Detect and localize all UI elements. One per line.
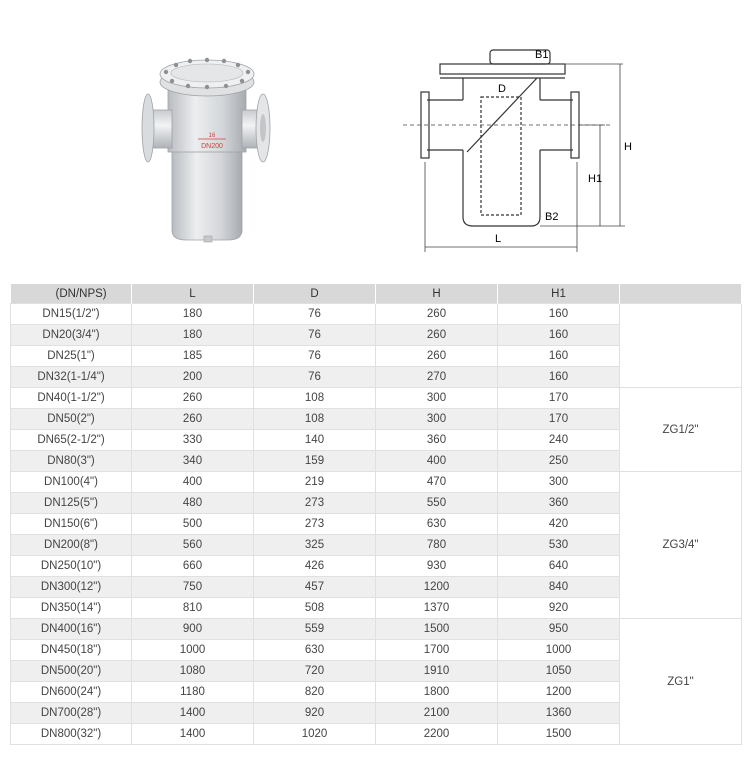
size-cell: DN25(1") [11,346,132,367]
label-h1: H1 [588,173,603,185]
label-h: H [624,141,632,153]
value-cell: 270 [376,367,498,388]
label-d: D [498,83,506,95]
header-cell: H [376,284,498,304]
value-cell: 76 [254,367,376,388]
value-cell: 159 [254,451,376,472]
table-row [11,304,742,325]
value-cell: 508 [254,598,376,619]
size-cell: DN450(18") [11,640,132,661]
value-cell: 500 [132,514,254,535]
header-cell: (DN/NPS) [11,284,132,304]
value-cell: 1180 [132,682,254,703]
size-cell: DN65(2-1/2") [11,430,132,451]
header-cell: L [132,284,254,304]
size-cell: DN600(24") [11,682,132,703]
size-cell: DN700(28") [11,703,132,724]
value-cell: 480 [132,493,254,514]
value-cell: 260 [376,346,498,367]
value-cell: 76 [254,325,376,346]
value-cell: 1000 [132,640,254,661]
value-cell: 1360 [498,703,620,724]
value-cell: 660 [132,556,254,577]
size-cell: DN250(10") [11,556,132,577]
value-cell: 930 [376,556,498,577]
value-cell: 200 [132,367,254,388]
value-cell: 273 [254,514,376,535]
value-cell: 840 [498,577,620,598]
value-cell: 1700 [376,640,498,661]
value-cell: 160 [498,346,620,367]
table-header-row [11,284,742,304]
size-cell: DN20(3/4") [11,325,132,346]
value-cell: 2200 [376,724,498,745]
value-cell: 160 [498,325,620,346]
size-cell: DN100(4") [11,472,132,493]
value-cell: 360 [498,493,620,514]
value-cell: 1200 [498,682,620,703]
value-cell: 160 [498,367,620,388]
size-cell: DN50(2") [11,409,132,430]
value-cell: 170 [498,409,620,430]
value-cell: 180 [132,304,254,325]
value-cell: 1020 [254,724,376,745]
value-cell: 340 [132,451,254,472]
thread-cell: ZG3/4" [620,472,742,619]
value-cell: 240 [498,430,620,451]
value-cell: 1050 [498,661,620,682]
photo-label-top: 16 [208,133,216,139]
value-cell: 108 [254,388,376,409]
value-cell: 219 [254,472,376,493]
value-cell: 325 [254,535,376,556]
value-cell: 900 [132,619,254,640]
value-cell: 300 [376,388,498,409]
value-cell: 630 [376,514,498,535]
value-cell: 1500 [376,619,498,640]
header-cell: D [254,284,376,304]
header-cell: H1 [498,284,620,304]
value-cell: 470 [376,472,498,493]
thread-cell: ZG1/2" [620,388,742,472]
value-cell: 170 [498,388,620,409]
size-cell: DN350(14") [11,598,132,619]
value-cell: 1370 [376,598,498,619]
strainer-photo [138,52,273,247]
value-cell: 300 [498,472,620,493]
value-cell: 750 [132,577,254,598]
value-cell: 780 [376,535,498,556]
value-cell: 720 [254,661,376,682]
value-cell: 140 [254,430,376,451]
thread-cell: ZG1" [620,619,742,745]
value-cell: 1000 [498,640,620,661]
value-cell: 630 [254,640,376,661]
value-cell: 400 [376,451,498,472]
size-cell: DN200(8") [11,535,132,556]
photo-label-bottom: DN200 [201,143,223,150]
label-b2: B2 [545,211,559,223]
size-cell: DN32(1-1/4") [11,367,132,388]
size-cell: DN800(32") [11,724,132,745]
table-row [11,388,742,409]
size-cell: DN500(20") [11,661,132,682]
value-cell: 950 [498,619,620,640]
dimension-table [10,284,742,745]
value-cell: 180 [132,325,254,346]
label-b1: B1 [535,49,549,61]
table-body [11,304,742,745]
value-cell: 260 [132,409,254,430]
value-cell: 273 [254,493,376,514]
table-row [11,472,742,493]
value-cell: 559 [254,619,376,640]
value-cell: 426 [254,556,376,577]
dimension-drawing [395,42,640,257]
value-cell: 1910 [376,661,498,682]
value-cell: 1800 [376,682,498,703]
value-cell: 1400 [132,724,254,745]
value-cell: 360 [376,430,498,451]
value-cell: 1080 [132,661,254,682]
size-cell: DN80(3") [11,451,132,472]
thread-cell [620,304,742,388]
value-cell: 820 [254,682,376,703]
size-cell: DN300(12") [11,577,132,598]
value-cell: 260 [132,388,254,409]
value-cell: 420 [498,514,620,535]
header-cell [620,284,742,304]
value-cell: 530 [498,535,620,556]
value-cell: 76 [254,304,376,325]
value-cell: 560 [132,535,254,556]
value-cell: 1400 [132,703,254,724]
value-cell: 920 [498,598,620,619]
value-cell: 920 [254,703,376,724]
value-cell: 330 [132,430,254,451]
value-cell: 260 [376,325,498,346]
size-cell: DN125(5") [11,493,132,514]
value-cell: 2100 [376,703,498,724]
value-cell: 260 [376,304,498,325]
value-cell: 640 [498,556,620,577]
strainer-illustration [138,52,273,247]
value-cell: 457 [254,577,376,598]
size-cell: DN40(1-1/2") [11,388,132,409]
value-cell: 300 [376,409,498,430]
value-cell: 550 [376,493,498,514]
value-cell: 1500 [498,724,620,745]
size-cell: DN15(1/2") [11,304,132,325]
value-cell: 108 [254,409,376,430]
value-cell: 250 [498,451,620,472]
value-cell: 810 [132,598,254,619]
size-cell: DN400(16") [11,619,132,640]
value-cell: 185 [132,346,254,367]
value-cell: 1200 [376,577,498,598]
size-cell: DN150(6") [11,514,132,535]
table-row [11,619,742,640]
value-cell: 160 [498,304,620,325]
value-cell: 400 [132,472,254,493]
label-l: L [495,233,502,245]
value-cell: 76 [254,346,376,367]
